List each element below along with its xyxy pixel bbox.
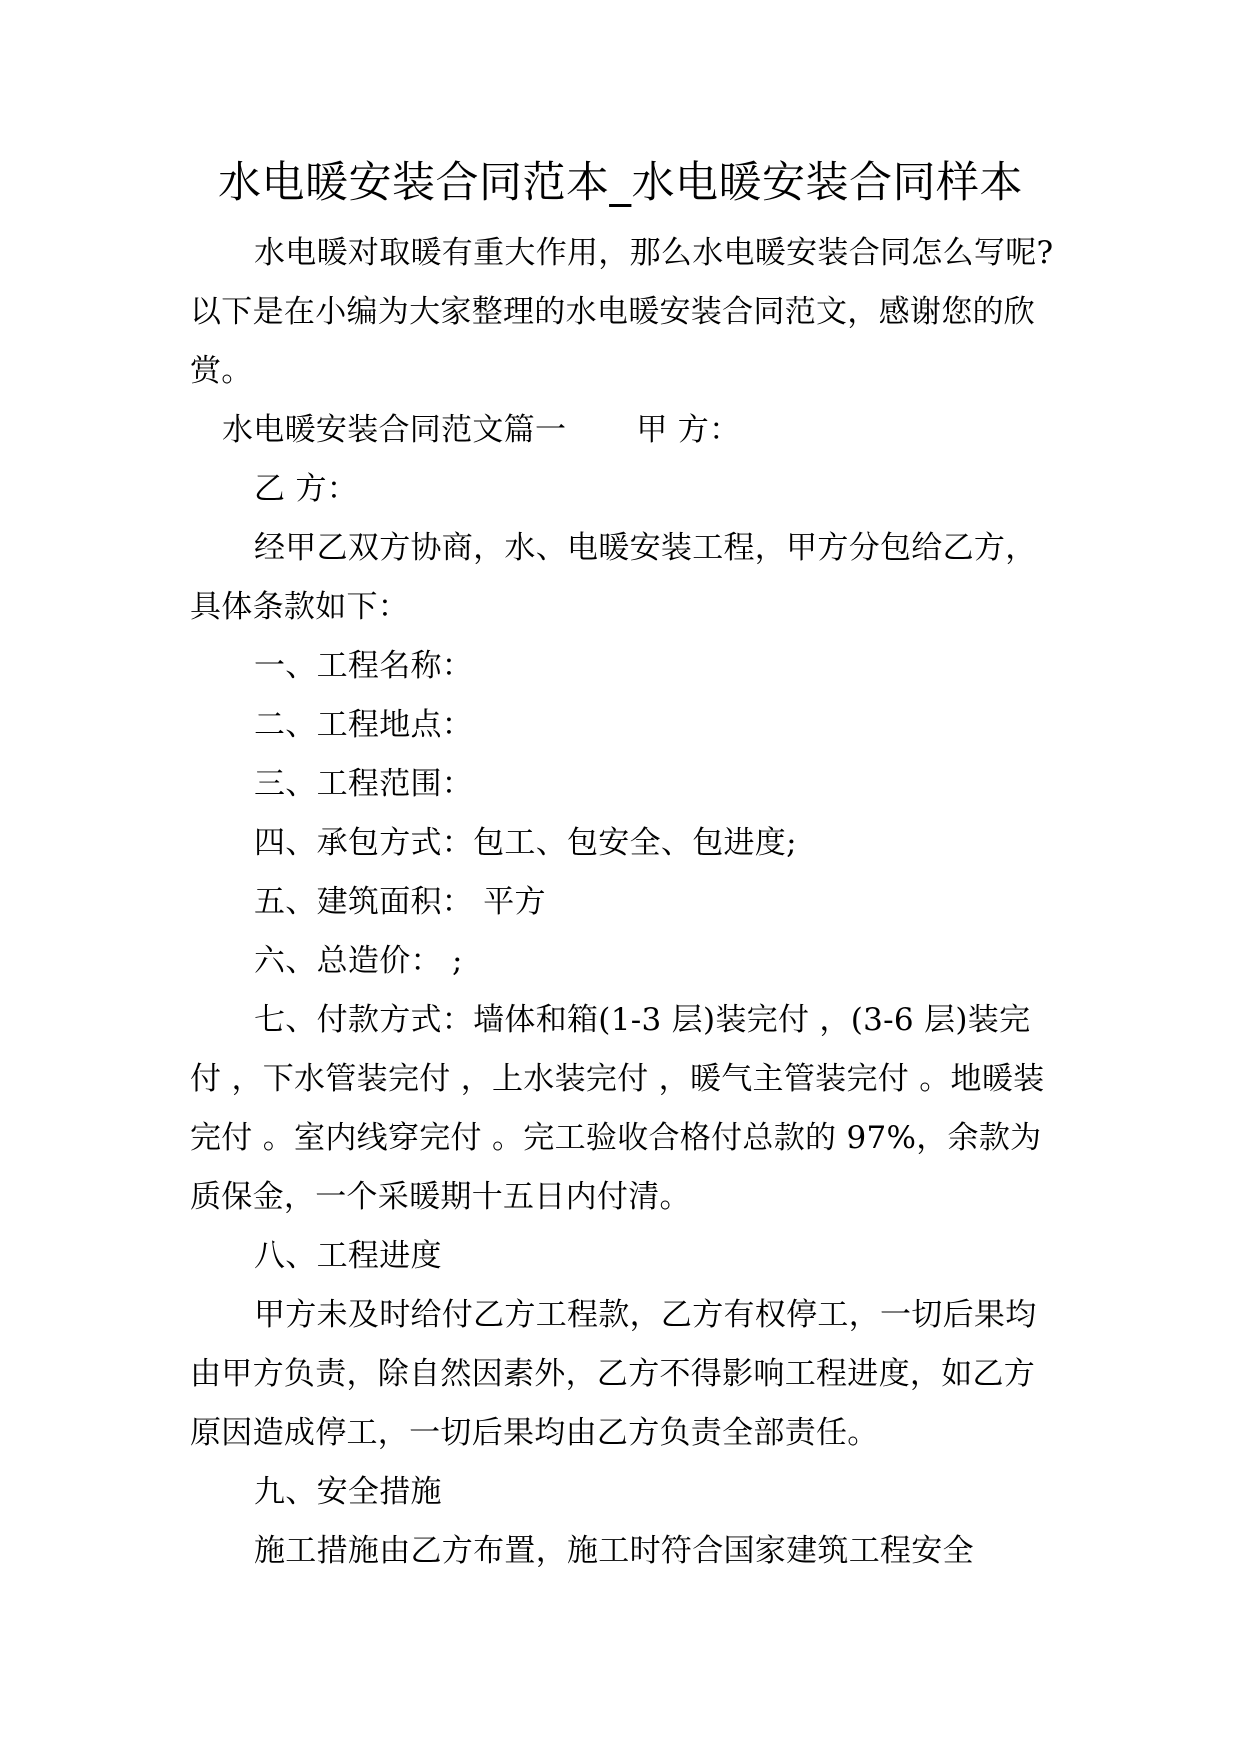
clause-6: 六、总造价： ;	[254, 943, 463, 979]
document-title: 水电暖安装合同范本_水电暖安装合同样本	[218, 158, 1023, 208]
clause-7-payment: 七、付款方式：墙体和箱(1-3 层)装完付 ，(3-6 层)装完付 ，下水管装完付 ，上水装完付 ，暖气主管装完付 。地暖装完付 。室内线穿完付 。完工验收合格付总款的 97%，余款为质保金，一个采暖期十五日内付清。	[190, 1002, 1045, 1215]
clause-9-text: 施工措施由乙方布置，施工时符合国家建筑工程安全	[254, 1533, 974, 1569]
clause-8-heading: 八、工程进度	[254, 1238, 442, 1274]
clause-9-heading: 九、安全措施	[254, 1474, 442, 1510]
clause-2: 二、工程地点：	[254, 707, 474, 743]
clause-8-text: 甲方未及时给付乙方工程款，乙方有权停工，一切后果均由甲方负责，除自然因素外，乙方不得影响工程进度，如乙方原因造成停工，一切后果均由乙方负责全部责任。	[190, 1297, 1037, 1451]
intro-paragraph: 水电暖对取暖有重大作用，那么水电暖安装合同怎么写呢?以下是在小编为大家整理的水电暖安装合同范文，感谢您的欣赏。	[190, 235, 1054, 389]
clause-3: 三、工程范围：	[254, 766, 474, 802]
party-b-label: 乙 方：	[254, 471, 359, 507]
section-heading: 水电暖安装合同范文篇一	[222, 412, 567, 448]
clause-1: 一、工程名称：	[254, 648, 474, 684]
clause-5: 五、建筑面积： 平方	[254, 884, 546, 920]
document-body	[190, 224, 1060, 1581]
agreement-paragraph: 经甲乙双方协商，水、电暖安装工程，甲方分包给乙方，具体条款如下：	[190, 530, 1037, 625]
clause-4: 四、承包方式：包工、包安全、包进度;	[254, 825, 797, 861]
party-a-label: 甲 方：	[636, 412, 741, 448]
section-heading-line	[190, 401, 1060, 460]
